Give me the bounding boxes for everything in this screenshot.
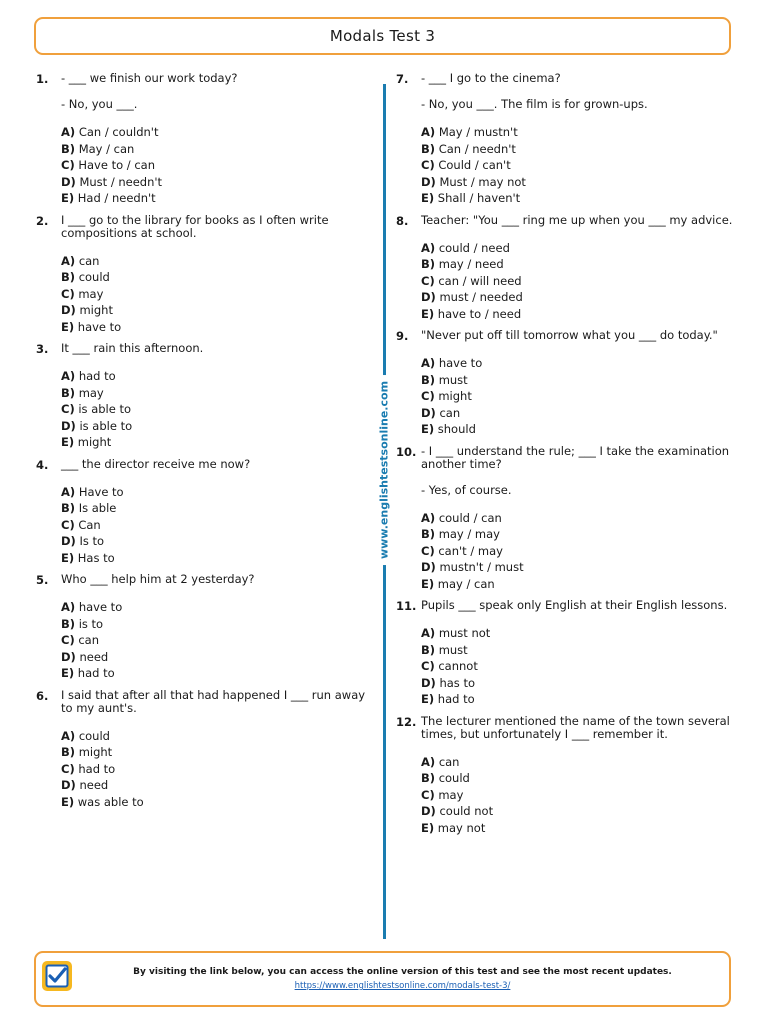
answer-option	[421, 820, 736, 837]
option-text: can	[78, 633, 100, 647]
option-letter: A)	[61, 369, 76, 383]
option-text: is to	[78, 616, 104, 631]
option-text: Is able	[78, 501, 117, 515]
option-text: might	[79, 303, 113, 317]
question-10	[396, 445, 736, 593]
option-text: cannot	[438, 659, 478, 673]
option-text: may / need	[438, 257, 504, 271]
option-letter: B)	[421, 642, 436, 657]
option-letter: B)	[61, 616, 76, 631]
option-letter: D)	[421, 560, 436, 574]
options-list	[61, 484, 372, 567]
page-title: Modals Test 3	[329, 27, 436, 45]
option-letter: B)	[61, 141, 76, 156]
option-letter: D)	[421, 290, 436, 304]
answer-option	[421, 355, 736, 372]
answer-option	[61, 533, 372, 550]
answer-option	[61, 794, 372, 811]
question-1	[36, 72, 372, 207]
option-letter: E)	[421, 306, 435, 321]
option-letter: A)	[421, 356, 436, 370]
answer-option	[421, 658, 736, 675]
title-box	[34, 17, 731, 55]
question-number: 6.	[36, 688, 49, 703]
option-text: may	[78, 385, 104, 400]
option-text: have to	[78, 600, 123, 614]
option-text: should	[437, 422, 476, 436]
option-letter: E)	[421, 422, 435, 436]
question-stem: I ___ go to the library for books as I often write compositions at school.	[61, 212, 329, 240]
answer-option	[61, 632, 372, 649]
option-letter: A)	[421, 125, 436, 139]
option-letter: C)	[61, 158, 75, 172]
option-text: is able to	[79, 418, 133, 433]
question-6	[36, 689, 372, 811]
option-text: Can / needn't	[438, 141, 516, 156]
option-letter: A)	[421, 754, 436, 769]
options-list	[61, 253, 372, 336]
option-text: could not	[439, 804, 494, 818]
option-text: can / will need	[438, 273, 522, 288]
question-12	[396, 715, 736, 837]
option-letter: B)	[421, 771, 436, 785]
options-list	[421, 625, 736, 708]
option-text: could / need	[438, 240, 510, 255]
option-letter: C)	[61, 402, 75, 416]
answer-option	[421, 405, 736, 422]
answer-option	[61, 124, 372, 141]
option-letter: C)	[61, 517, 75, 532]
answer-option	[421, 141, 736, 158]
question-stem: - ___ we finish our work today?	[61, 71, 238, 85]
option-letter: B)	[61, 270, 76, 284]
answer-option	[61, 418, 372, 435]
answer-option	[61, 174, 372, 191]
question-stem: Pupils ___ speak only English at their English lessons.	[421, 598, 728, 612]
answer-option	[421, 306, 736, 323]
question-2	[36, 214, 372, 336]
answer-option	[421, 642, 736, 659]
answer-option	[421, 754, 736, 771]
option-text: Have to	[78, 484, 124, 499]
option-text: need	[79, 778, 109, 792]
answer-option	[421, 174, 736, 191]
option-letter: B)	[61, 501, 76, 515]
option-letter: E)	[61, 435, 75, 449]
option-letter: B)	[421, 372, 436, 387]
option-text: is able to	[78, 402, 132, 416]
option-letter: E)	[61, 319, 75, 334]
option-letter: C)	[61, 633, 75, 647]
answer-option	[421, 256, 736, 273]
question-number: 11.	[396, 599, 417, 613]
option-letter: E)	[61, 191, 75, 205]
option-letter: B)	[61, 385, 76, 400]
option-text: had to	[437, 692, 475, 706]
option-text: can't / may	[438, 543, 503, 558]
question-number: 10.	[396, 444, 417, 459]
option-text: can	[439, 405, 461, 420]
question-7	[396, 72, 736, 207]
option-letter: D)	[61, 534, 76, 548]
answer-option	[421, 543, 736, 560]
footer-text: By visiting the link below, you can access the online version of this test and see the most recent updates.	[133, 967, 672, 977]
option-text: must / needed	[439, 290, 523, 304]
answer-option	[61, 616, 372, 633]
question-9	[396, 329, 736, 438]
answer-option	[421, 388, 736, 405]
option-text: must	[438, 642, 468, 657]
answer-option	[421, 803, 736, 820]
answer-option	[61, 599, 372, 616]
option-letter: B)	[421, 257, 436, 271]
answer-option	[421, 190, 736, 207]
option-text: must not	[438, 626, 491, 640]
option-text: Have to / can	[78, 158, 155, 172]
option-text: May / mustn't	[438, 125, 518, 139]
option-text: Can / couldn't	[78, 125, 159, 139]
option-text: might	[78, 745, 113, 759]
question-number: 3.	[36, 342, 49, 356]
option-letter: A)	[61, 125, 76, 139]
option-text: might	[438, 389, 472, 403]
answer-option	[61, 517, 372, 534]
option-letter: D)	[61, 778, 76, 792]
footer-link[interactable]: https://www.englishtestsonline.com/modals-test-3/	[294, 981, 511, 991]
answer-option	[421, 691, 736, 708]
option-letter: C)	[421, 389, 435, 403]
option-text: has to	[439, 675, 475, 690]
option-letter: E)	[421, 820, 435, 835]
option-letter: D)	[61, 174, 76, 189]
option-letter: E)	[61, 794, 75, 809]
question-11	[396, 599, 736, 708]
answer-option	[61, 385, 372, 402]
question-number: 7.	[396, 72, 409, 86]
option-text: may	[438, 787, 464, 802]
option-letter: C)	[421, 659, 435, 673]
options-list	[421, 754, 736, 837]
option-letter: B)	[61, 745, 76, 759]
option-text: may / may	[438, 527, 500, 541]
option-letter: A)	[61, 253, 76, 268]
option-letter: C)	[421, 273, 435, 288]
question-followup: - No, you ___.	[61, 97, 138, 111]
answer-option	[61, 141, 372, 158]
options-list	[421, 355, 736, 438]
option-text: Could / can't	[438, 158, 511, 172]
question-stem: ___ the director receive me now?	[61, 456, 251, 471]
option-text: Can	[78, 517, 101, 532]
option-letter: D)	[421, 804, 436, 818]
answer-option	[421, 273, 736, 290]
option-text: may / can	[437, 576, 495, 591]
answer-option	[61, 434, 372, 451]
option-letter: A)	[421, 240, 436, 255]
answer-option	[61, 728, 372, 745]
answer-option	[61, 777, 372, 794]
option-letter: D)	[421, 675, 436, 690]
answer-option	[61, 253, 372, 270]
option-letter: D)	[61, 303, 76, 317]
question-stem: I said that after all that had happened I ___ run away to my aunt's.	[61, 687, 366, 715]
option-text: could	[78, 270, 110, 284]
question-8	[396, 214, 736, 323]
option-text: may not	[437, 820, 486, 835]
option-text: had to	[78, 369, 116, 383]
option-text: Had / needn't	[77, 191, 156, 205]
question-stem: It ___ rain this afternoon.	[61, 341, 204, 355]
option-letter: C)	[61, 761, 75, 776]
right-column	[396, 72, 736, 843]
answer-option	[61, 269, 372, 286]
question-number: 5.	[36, 573, 49, 587]
question-4	[36, 458, 372, 567]
option-text: Is to	[79, 534, 105, 548]
answer-option	[421, 787, 736, 804]
option-text: Must / may not	[439, 174, 526, 189]
option-letter: A)	[61, 728, 76, 743]
answer-option	[61, 302, 372, 319]
option-letter: E)	[421, 692, 435, 706]
options-list	[421, 124, 736, 207]
answer-option	[61, 368, 372, 385]
answer-option	[421, 240, 736, 257]
option-text: must	[438, 372, 468, 387]
question-number: 4.	[36, 457, 49, 472]
option-text: need	[79, 649, 109, 664]
answer-option	[61, 665, 372, 682]
option-letter: C)	[421, 787, 435, 802]
answer-option	[421, 157, 736, 174]
option-text: could / can	[438, 510, 502, 525]
option-text: Must / needn't	[79, 174, 163, 189]
answer-option	[61, 286, 372, 303]
answer-option	[61, 484, 372, 501]
question-number: 8.	[396, 213, 409, 228]
option-letter: B)	[421, 527, 436, 541]
option-letter: C)	[421, 543, 435, 558]
answer-option	[61, 649, 372, 666]
answer-option	[61, 500, 372, 517]
answer-option	[61, 157, 372, 174]
option-text: had to	[78, 761, 116, 776]
option-text: have to	[438, 356, 483, 370]
option-text: had to	[77, 666, 115, 680]
answer-option	[421, 421, 736, 438]
option-letter: D)	[421, 405, 436, 420]
option-text: could	[438, 771, 470, 785]
option-letter: A)	[421, 510, 436, 525]
question-stem: Who ___ help him at 2 yesterday?	[61, 572, 255, 586]
option-text: have to	[77, 319, 122, 334]
answer-option	[61, 761, 372, 778]
answer-option	[421, 372, 736, 389]
option-text: can	[78, 253, 100, 268]
option-letter: C)	[61, 286, 75, 301]
option-letter: E)	[421, 191, 435, 205]
answer-option	[61, 401, 372, 418]
question-stem: - ___ I go to the cinema?	[421, 71, 561, 85]
option-letter: A)	[421, 626, 436, 640]
question-stem: The lecturer mentioned the name of the town several times, but unfortunately I ___ remember it.	[421, 713, 730, 741]
option-letter: A)	[61, 484, 76, 499]
option-letter: D)	[61, 649, 76, 664]
answer-option	[421, 526, 736, 543]
answer-option	[421, 675, 736, 692]
option-letter: A)	[61, 600, 76, 614]
options-list	[61, 728, 372, 811]
option-text: can	[438, 754, 460, 769]
option-letter: D)	[421, 174, 436, 189]
option-text: Has to	[77, 550, 115, 565]
question-5	[36, 573, 372, 682]
options-list	[61, 124, 372, 207]
option-text: may	[78, 286, 104, 301]
question-number: 12.	[396, 714, 417, 729]
question-number: 2.	[36, 213, 49, 228]
question-number: 9.	[396, 329, 409, 343]
option-text: have to / need	[437, 306, 522, 321]
option-text: was able to	[77, 794, 144, 809]
option-letter: B)	[421, 141, 436, 156]
option-letter: E)	[61, 666, 75, 680]
answer-option	[61, 744, 372, 761]
question-followup: - Yes, of course.	[421, 482, 512, 497]
answer-option	[421, 124, 736, 141]
answer-option	[421, 559, 736, 576]
option-text: might	[77, 435, 112, 449]
options-list	[61, 599, 372, 682]
options-list	[421, 240, 736, 323]
question-number: 1.	[36, 72, 49, 86]
left-column	[36, 72, 372, 817]
answer-option	[421, 289, 736, 306]
answer-option	[61, 550, 372, 567]
option-text: mustn't / must	[439, 560, 524, 574]
option-letter: D)	[61, 418, 76, 433]
answer-option	[421, 625, 736, 642]
option-letter: C)	[421, 158, 435, 172]
answer-option	[421, 510, 736, 527]
answer-option	[61, 190, 372, 207]
answer-option	[421, 576, 736, 593]
question-stem: - I ___ understand the rule; ___ I take the examination another time?	[421, 443, 730, 471]
option-text: Shall / haven't	[437, 191, 521, 205]
question-3	[36, 342, 372, 451]
option-text: May / can	[78, 141, 135, 156]
question-stem: Teacher: "You ___ ring me up when you ___ my advice.	[421, 212, 733, 227]
answer-option	[421, 770, 736, 787]
option-letter: E)	[61, 550, 75, 565]
checkmark-logo-icon	[42, 961, 72, 991]
option-text: could	[78, 728, 110, 743]
footer-box	[34, 951, 731, 1007]
option-letter: E)	[421, 576, 435, 591]
question-stem: "Never put off till tomorrow what you ___ do today."	[421, 328, 718, 342]
side-url: www.englishtestsonline.com	[378, 375, 391, 565]
options-list	[61, 368, 372, 451]
question-followup: - No, you ___. The film is for grown-ups.	[421, 97, 648, 111]
options-list	[421, 510, 736, 593]
answer-option	[61, 319, 372, 336]
